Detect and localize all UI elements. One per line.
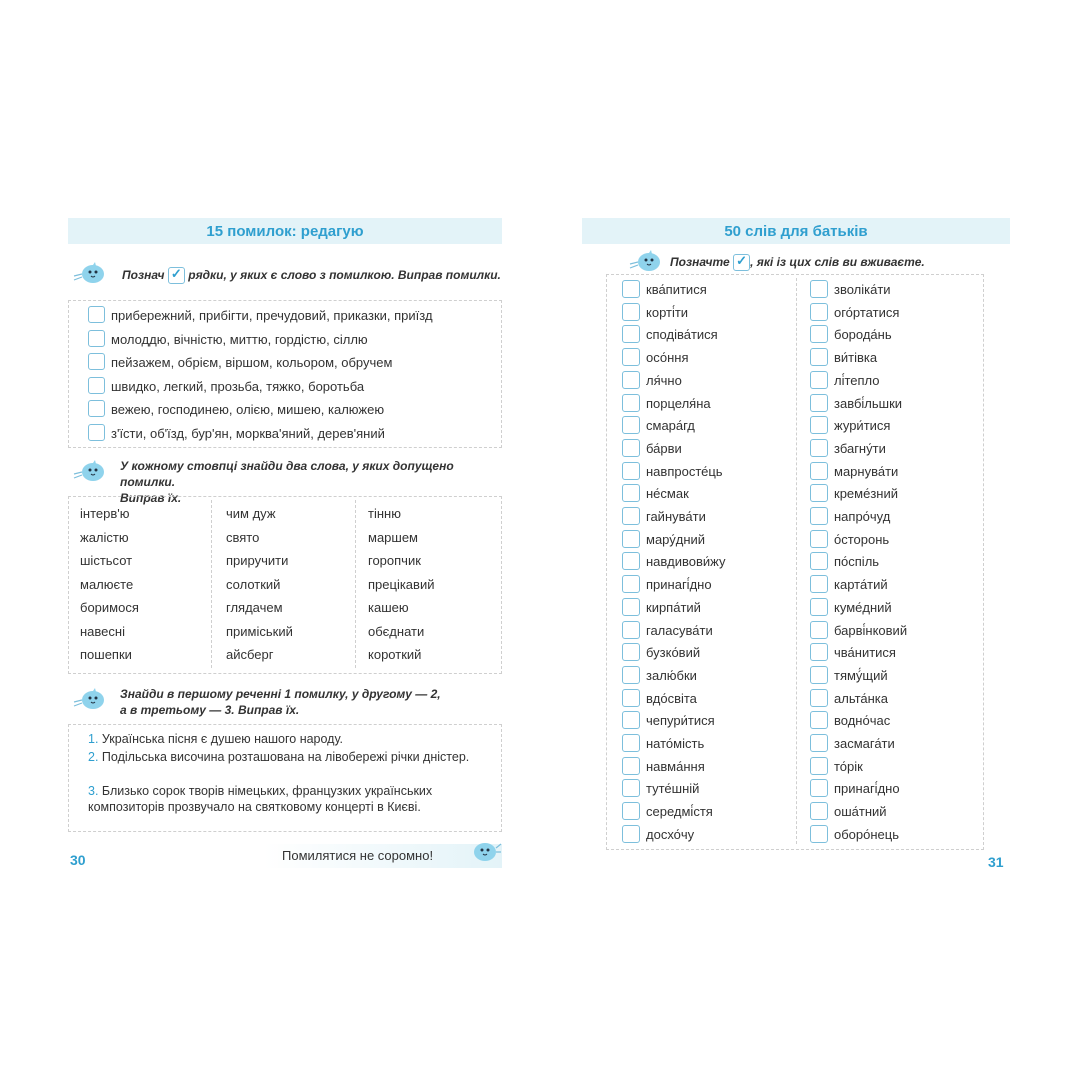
sentence-text: Українська пісня є душею нашого народу. [101,732,343,746]
word-item [810,530,889,548]
word-item [810,598,892,616]
word-column [80,502,139,667]
word-text: вдо́світа [646,690,697,706]
word-checkbox[interactable] [810,779,828,797]
word-text: сподіва́тися [646,327,718,343]
word-text: барві́нковий [834,622,908,638]
column-word: свято [226,529,260,545]
word-text: завбі́льшки [834,395,903,411]
word-item [810,802,887,820]
word-item [622,779,699,797]
word-text: навдивови́жу [646,554,726,570]
word-item [810,643,896,661]
column-word: глядачем [226,600,283,615]
task-instruction: Познач ✓ рядки, у яких є слово з помилкою. Виправ помилки. [122,267,502,284]
word-item [810,280,891,298]
column-word: приміський [226,623,293,639]
bird-mascot-icon [628,250,662,272]
word-checkbox[interactable] [622,598,640,616]
word-text: ква́питися [646,282,707,297]
word-item [810,507,890,525]
word-checkbox[interactable] [810,303,828,321]
word-checkbox[interactable] [810,825,828,843]
column-word: короткий [368,647,422,662]
word-text: куме́дний [834,599,892,615]
word-text: корті́ти [646,304,689,320]
word-item [622,643,700,661]
word-text: ля́чно [646,372,682,388]
word-checkbox[interactable] [810,394,828,412]
sentence-text: Подільська височина розташована на лівобережі річки дністер. [101,750,470,764]
word-text: бузко́вий [646,645,701,661]
word-checkbox[interactable] [810,416,828,434]
word-text: нато́мість [646,736,705,751]
word-text: лі́тепло [834,372,880,388]
bird-mascot-icon [72,688,106,710]
word-text: о́сторонь [834,531,890,547]
word-item [810,825,899,843]
word-text: досхо́чу [646,826,695,842]
word-text: оша́тний [834,804,887,820]
checkmark-icon [733,254,750,271]
word-text: водно́час [834,713,891,729]
word-text: тямý́щий [834,667,888,683]
column-word: інтерв'ю [80,506,130,521]
word-text: мару́дний [646,531,706,547]
word-checkbox[interactable] [810,757,828,775]
column-word: маршем [368,529,418,545]
word-checkbox[interactable] [810,734,828,752]
word-text: чепури́тися [646,713,715,729]
checkbox-row [88,353,392,370]
word-checkbox[interactable] [622,416,640,434]
word-text: смара́гд [646,418,695,434]
word-item [622,280,707,298]
column-word: пошепки [80,647,132,662]
sentence-number: 2. [88,750,99,764]
word-text: марнува́ти [834,463,899,479]
word-checkbox[interactable] [810,711,828,729]
word-text: середмі́стя [646,804,713,820]
word-checkbox[interactable] [810,439,828,457]
word-text: ба́рви [646,440,682,456]
word-item [810,779,900,797]
word-item [810,711,890,729]
word-checkbox[interactable] [622,757,640,775]
word-text: жури́тися [834,418,891,434]
word-checkbox[interactable] [622,507,640,525]
word-item [622,689,697,707]
column-word: чим дуж [226,506,276,521]
word-text: залю́бки [646,667,697,683]
word-item [622,439,682,457]
word-item [810,394,902,412]
task-instruction: У кожному стовпці знайди два слова, у яких допущено помилки. Виправ їх. [120,459,454,505]
word-checkbox[interactable] [622,394,640,412]
word-item [622,325,718,343]
word-checkbox[interactable] [810,507,828,525]
word-checkbox[interactable] [622,530,640,548]
word-checkbox[interactable] [810,689,828,707]
word-text: навма́ння [646,758,705,774]
word-item [622,598,701,616]
word-text: збагну́ти [834,440,886,456]
column-word: боримося [80,600,139,615]
word-item [622,757,705,775]
word-checkbox[interactable] [622,643,640,661]
word-text: порцеля́на [646,395,711,411]
word-item [622,802,713,820]
word-checkbox[interactable] [622,779,640,797]
word-item [622,394,711,412]
word-text: то́рік [834,758,863,774]
word-checkbox[interactable] [810,643,828,661]
checkbox-row [88,330,368,347]
row-checkbox[interactable] [88,400,105,417]
page-title: 50 слів для батьків [582,218,1010,244]
word-item [810,416,890,434]
word-text: ого́ртатися [834,304,900,320]
word-column [368,502,434,667]
word-item [810,462,898,480]
word-text: принагі́дно [646,577,712,593]
word-text: зволіка́ти [834,282,891,297]
word-checkbox[interactable] [810,575,828,593]
row-checkbox[interactable] [88,377,105,394]
word-text: гайнува́ти [646,509,706,524]
word-item [810,371,880,389]
column-divider [211,500,212,668]
column-word: шістьсот [80,553,133,568]
column-divider [355,500,356,668]
column-word: прецікавий [368,576,435,592]
word-checkbox[interactable] [622,325,640,343]
word-text: борода́нь [834,327,892,343]
task-instruction: Позначте ✓ , які із цих слів ви вживаєте. [670,254,1010,271]
word-item [810,575,888,593]
sentence-number: 1. [88,732,99,746]
word-text: оборо́нець [834,826,899,842]
row-checkbox[interactable] [88,424,105,441]
bird-mascot-icon [468,840,502,862]
word-checkbox[interactable] [622,371,640,389]
word-item [622,348,689,366]
word-checkbox[interactable] [622,734,640,752]
row-text: молоддю, вічністю, миттю, гордістю, сіллю [111,331,368,347]
column-word: солоткий [226,576,281,592]
word-checkbox[interactable] [810,598,828,616]
sentence [88,750,488,766]
word-checkbox[interactable] [810,802,828,820]
checkmark-icon [168,267,185,284]
checkbox-row [88,424,385,441]
word-item [622,552,726,570]
word-checkbox[interactable] [810,552,828,570]
row-checkbox[interactable] [88,353,105,370]
sentence-number: 3. [88,784,99,798]
row-text: з'їсти, об'їзд, бур'ян, морква'яний, дерев'яний [111,425,385,441]
sentence [88,784,488,815]
word-item [622,530,705,548]
bird-mascot-icon [72,460,106,482]
word-checkbox[interactable] [622,462,640,480]
word-text: принагі́дно [834,781,900,797]
word-text: напро́чуд [834,509,891,524]
column-word: малюєте [80,576,134,592]
word-item [810,666,888,684]
word-item [810,484,898,502]
left-page [68,210,502,880]
word-checkbox[interactable] [810,666,828,684]
word-item [622,666,697,684]
word-checkbox[interactable] [622,802,640,820]
word-checkbox[interactable] [622,439,640,457]
word-checkbox[interactable] [810,484,828,502]
row-text: пейзажем, обрієм, віршом, кольором, обручем [111,355,393,370]
page-number: 30 [70,852,86,868]
word-checkbox[interactable] [622,689,640,707]
row-checkbox[interactable] [88,306,105,323]
word-item [622,825,694,843]
column-word: кашею [368,600,409,615]
column-word: жалістю [80,529,129,545]
word-text: альта́нка [834,690,888,706]
word-item [622,734,704,752]
word-checkbox[interactable] [622,280,640,298]
checkbox-row [88,306,433,323]
word-checkbox[interactable] [810,530,828,548]
word-item [810,325,892,343]
word-text: осо́ння [646,350,689,366]
word-item [622,575,712,593]
footer-text: Помилятися не соромно! [282,848,434,863]
word-item [810,348,877,366]
word-checkbox[interactable] [622,484,640,502]
word-text: навпросте́ць [646,463,723,479]
word-text: ви́тівка [834,350,878,366]
word-checkbox[interactable] [622,825,640,843]
word-text: засмага́ти [834,736,895,751]
sentence-text: Близько сорок творів німецьких, французких українських композиторів прозвучало на святковому концерті в Києві. [88,784,433,814]
row-text: вежею, господинею, олією, мишею, калюжею [111,402,385,417]
sentence [88,732,488,748]
word-checkbox[interactable] [622,621,640,639]
page-number: 31 [988,854,1004,870]
word-checkbox[interactable] [622,303,640,321]
task-instruction: Знайди в першому реченні 1 помилку, у другому — 2, а в третьому — 3. Виправ їх. [120,687,441,717]
word-checkbox[interactable] [622,666,640,684]
word-item [622,621,713,639]
column-word: горопчик [368,553,421,568]
word-column [226,502,293,667]
word-item [622,303,688,321]
word-checkbox[interactable] [810,371,828,389]
word-text: по́спіль [834,554,880,570]
word-text: не́смак [646,486,689,502]
word-checkbox[interactable] [810,325,828,343]
word-text: туте́шній [646,781,700,797]
word-checkbox[interactable] [622,711,640,729]
word-checkbox[interactable] [810,462,828,480]
word-item [810,439,886,457]
row-text: прибережний, прибігти, пречудовий, приказки, приїзд [111,308,433,323]
word-checkbox[interactable] [810,621,828,639]
column-word: навесні [80,623,125,639]
word-checkbox[interactable] [622,575,640,593]
word-item [622,416,695,434]
word-item [622,462,723,480]
checkbox-row [88,377,364,394]
word-checkbox[interactable] [622,552,640,570]
row-checkbox[interactable] [88,330,105,347]
word-text: карта́тий [834,577,888,593]
word-item [810,303,899,321]
word-item [810,757,863,775]
row-text: швидко, легкий, прозьба, тяжко, боротьба [111,378,365,394]
word-checkbox[interactable] [810,280,828,298]
right-page [582,210,1010,880]
word-item [810,689,888,707]
word-item [810,552,879,570]
word-text: чва́нитися [834,645,896,661]
word-item [810,734,895,752]
word-text: галасува́ти [646,622,713,638]
checkbox-row [88,400,384,417]
word-item [622,371,682,389]
bird-mascot-icon [72,262,106,284]
word-item [622,484,689,502]
word-checkbox[interactable] [622,348,640,366]
word-checkbox[interactable] [810,348,828,366]
word-item [622,711,715,729]
column-word: обєднати [368,623,425,639]
word-item [622,507,706,525]
word-text: кирпа́тий [646,599,701,615]
column-word: тінню [368,506,401,521]
word-text: креме́зний [834,486,898,502]
word-item [810,621,907,639]
page-title: 15 помилок: редагую [68,218,502,244]
column-divider [796,278,797,844]
column-word: приручити [226,553,289,568]
column-word: айсберг [226,647,274,662]
